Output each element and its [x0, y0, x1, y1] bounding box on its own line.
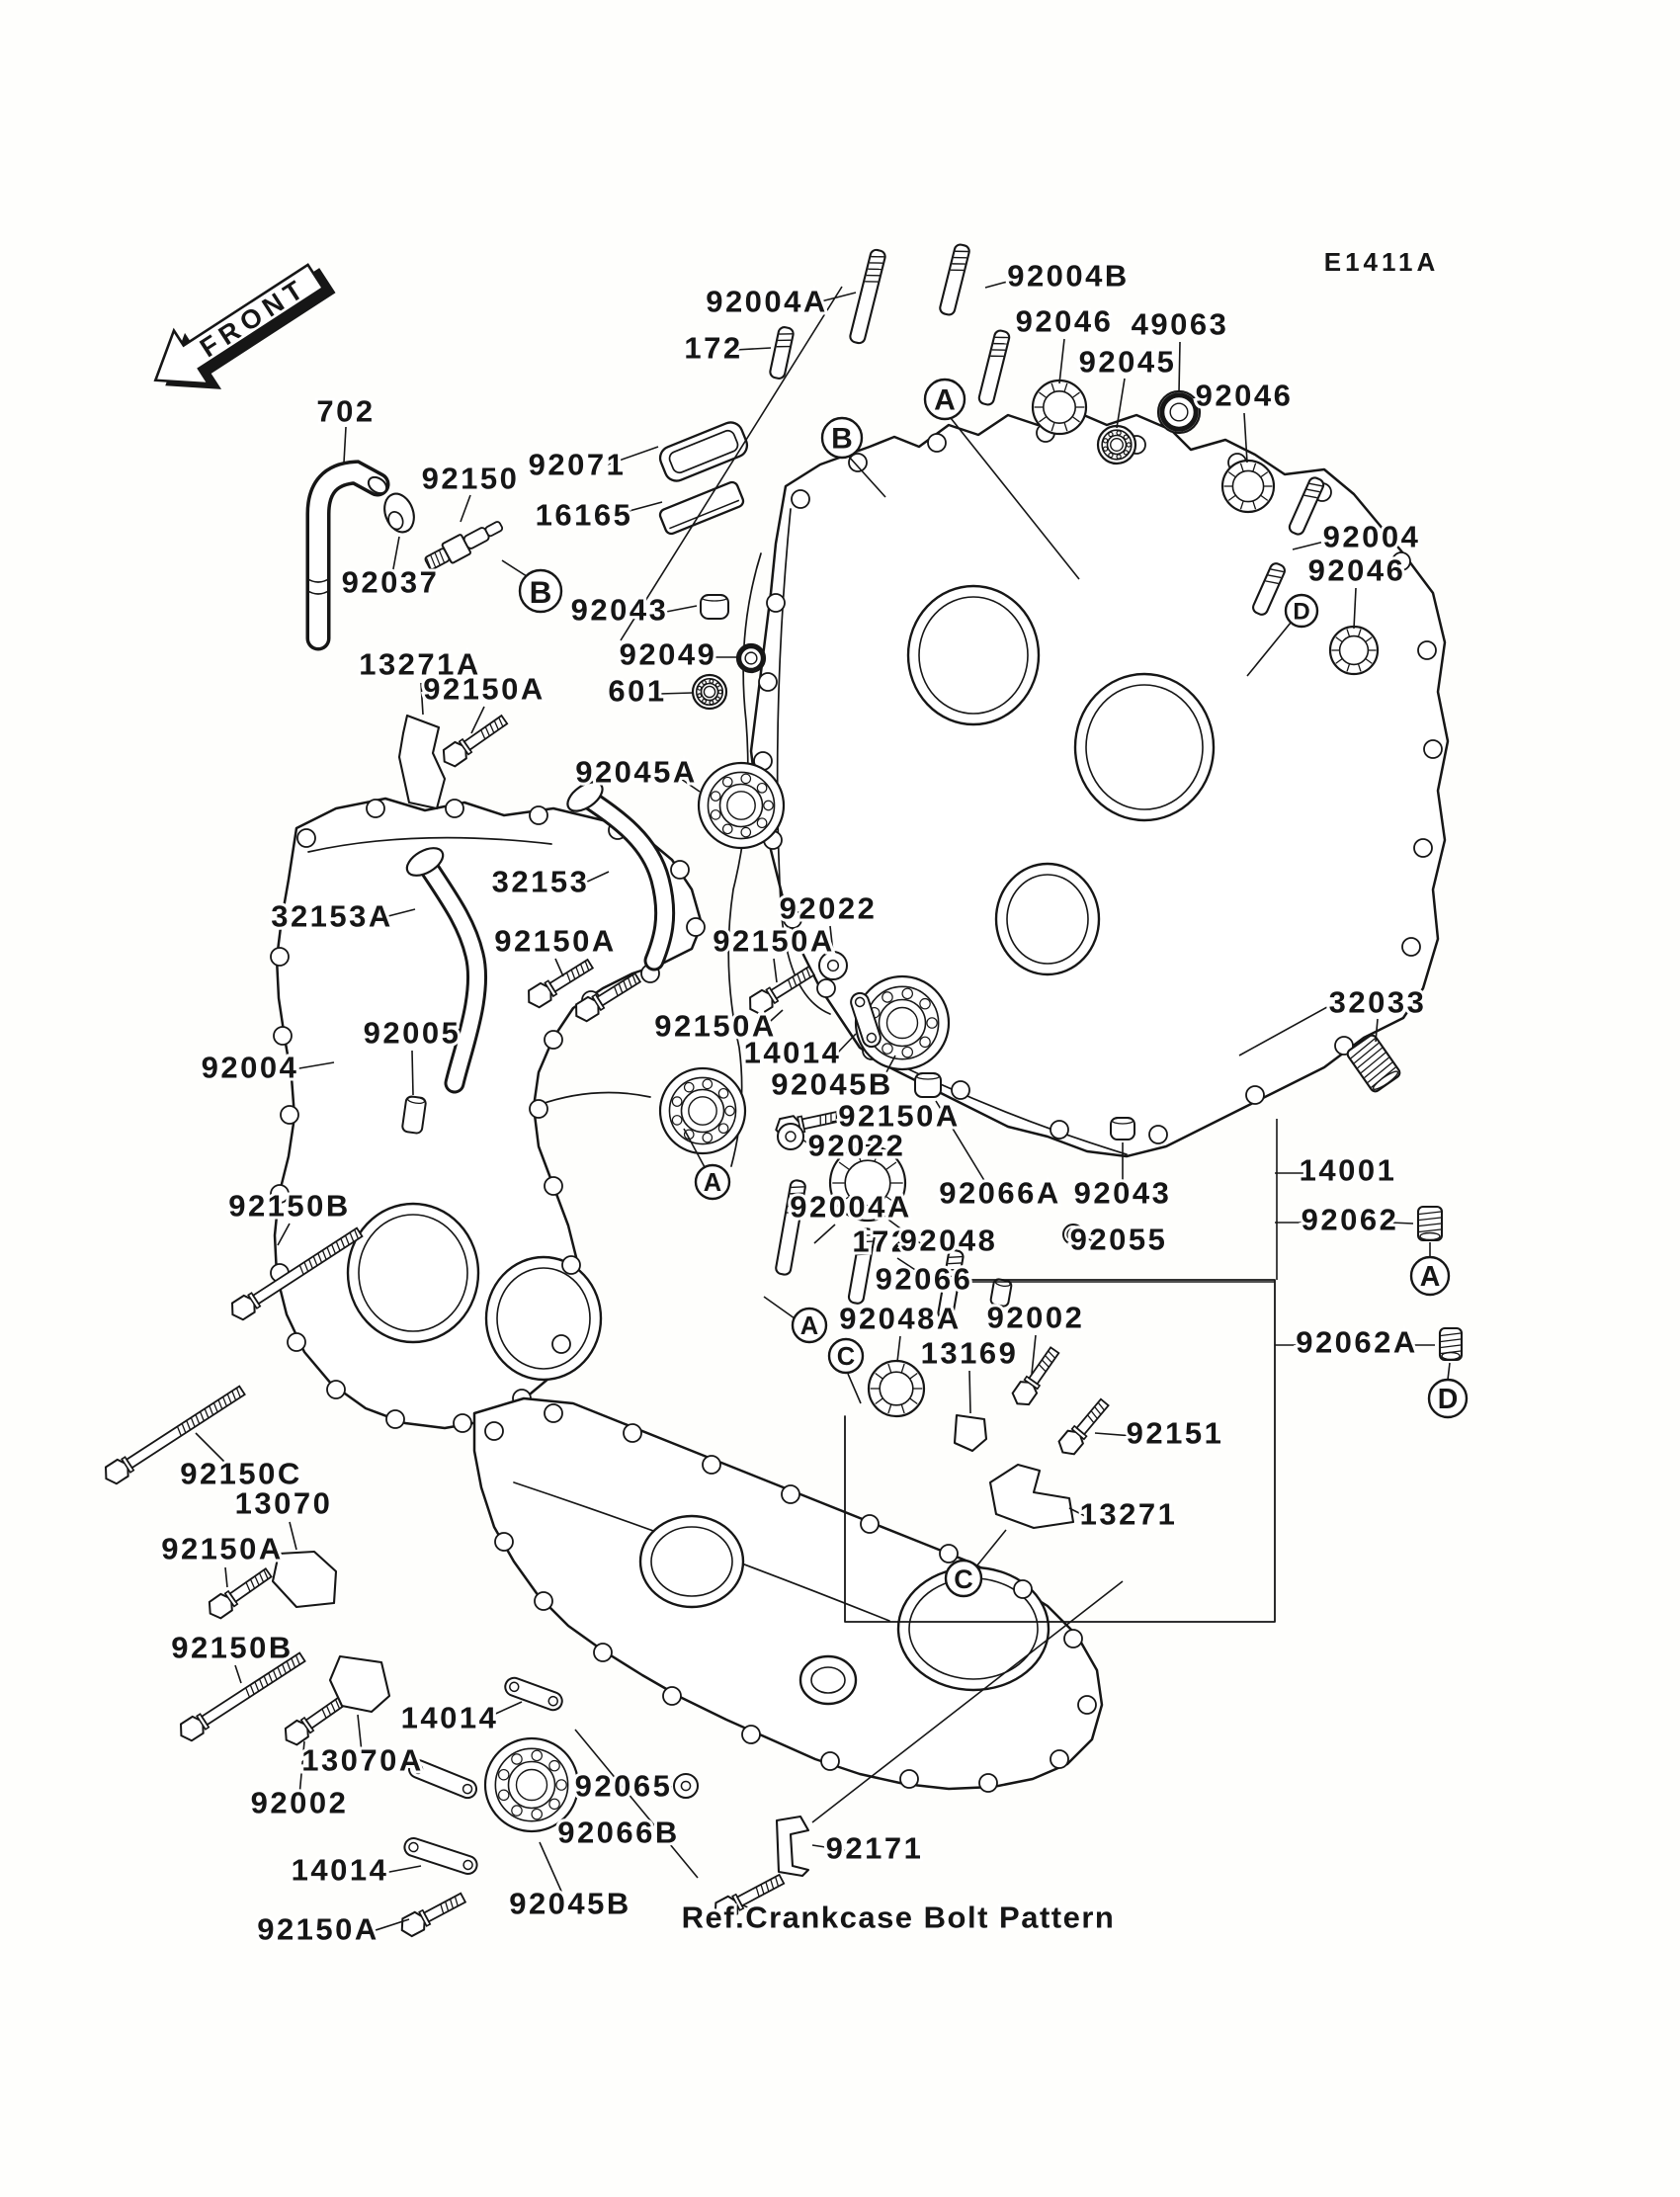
bearing-ball — [715, 697, 719, 701]
bolt-hole — [495, 1533, 513, 1551]
bearing-ball — [1117, 431, 1121, 435]
bearing-ball — [512, 1806, 522, 1816]
washer-outer — [674, 1774, 698, 1798]
callout-letter: B — [831, 422, 853, 456]
bolt-hole — [288, 1333, 305, 1351]
seal-outer — [737, 644, 765, 672]
part-label-13070: 13070 — [234, 1485, 333, 1521]
part-label-92045B: 92045B — [509, 1886, 631, 1921]
bearing-ball — [757, 818, 766, 827]
callout-letter: A — [703, 1169, 722, 1197]
bolt-hole — [530, 806, 547, 824]
part-label-49063: 49063 — [1131, 306, 1229, 342]
bearing-bore — [996, 864, 1099, 974]
bearing-ball — [1109, 432, 1113, 436]
pin-body — [915, 1073, 941, 1097]
callout-letter: D — [1437, 1384, 1459, 1415]
part-label-92150A: 92150A — [838, 1098, 961, 1134]
bearing-ball — [703, 1079, 712, 1088]
bearing-ball — [1103, 447, 1107, 451]
part-label-92022: 92022 — [807, 1128, 906, 1163]
bearing-ball — [1109, 453, 1113, 457]
bolt-hole — [1050, 1121, 1068, 1139]
bolt-hole — [821, 1752, 839, 1770]
bolt-hole — [594, 1644, 612, 1661]
bearing-ball — [685, 1082, 694, 1091]
bearing-ball — [723, 824, 732, 833]
part-label-92048: 92048 — [899, 1223, 998, 1258]
part-label-92045B: 92045B — [771, 1066, 893, 1102]
bearing-ball — [718, 1089, 727, 1098]
part-label-14014: 14014 — [291, 1852, 389, 1888]
pin-body — [402, 1096, 427, 1134]
bolt-hole — [1078, 1696, 1096, 1714]
bolt-hole — [545, 1404, 562, 1422]
callout-C — [946, 1561, 981, 1596]
part-ball-bearing — [693, 675, 726, 709]
part-label-92150B: 92150B — [228, 1188, 351, 1224]
bolt-hole — [940, 1545, 958, 1563]
bolt-hole — [900, 1770, 918, 1788]
ref-note: Ref.Crankcase Bolt Pattern — [681, 1900, 1116, 1935]
part-needle-bearing — [1222, 461, 1274, 512]
callout-C — [829, 1339, 863, 1373]
bolt-hole — [624, 1424, 641, 1442]
bolt-hole — [386, 1410, 404, 1428]
pin-body — [701, 595, 728, 619]
callout-letter: A — [934, 383, 956, 417]
part-label-92150B: 92150B — [171, 1630, 294, 1665]
part-label-601: 601 — [608, 673, 667, 709]
part-label-92065: 92065 — [574, 1768, 673, 1804]
callout-A — [696, 1165, 729, 1199]
callout-D — [1429, 1380, 1467, 1417]
bearing-ball — [927, 1018, 937, 1028]
bearing-ball — [718, 690, 722, 694]
bolt-hole — [671, 861, 689, 879]
part-label-32153A: 32153A — [271, 898, 393, 934]
part-ball-bearing — [1098, 426, 1135, 464]
callout-letter: D — [1293, 598, 1310, 626]
bolt-hole — [1050, 1750, 1068, 1768]
callout-A — [793, 1309, 826, 1342]
bolt-hole — [687, 918, 705, 936]
part-label-172: 172 — [852, 1224, 911, 1259]
part-label-14014: 14014 — [400, 1700, 499, 1735]
bearing-ball — [549, 1799, 559, 1809]
callout-letter: C — [836, 1343, 856, 1371]
bolt-hole — [446, 800, 463, 817]
bearing-ball — [672, 1097, 681, 1106]
bolt-hole — [952, 1081, 969, 1099]
part-label-92037: 92037 — [341, 564, 440, 600]
bearing-ball — [715, 683, 719, 687]
bolt-hole — [1414, 839, 1432, 857]
part-washer — [674, 1774, 698, 1798]
bearing-ball — [710, 701, 714, 705]
leader-line — [969, 1371, 970, 1413]
bearing-ball — [1103, 439, 1107, 443]
plug-tip — [1420, 1233, 1440, 1240]
bearing-ball — [672, 1116, 681, 1125]
pin-body — [1111, 1118, 1134, 1140]
part-label-92055: 92055 — [1069, 1222, 1168, 1257]
bearing-ball — [1124, 451, 1128, 455]
leader-line — [412, 1051, 413, 1095]
part-label-92004A: 92004A — [790, 1189, 912, 1225]
bolt-hole — [327, 1381, 345, 1398]
bearing-ball — [499, 1770, 509, 1780]
callout-letter: A — [1419, 1261, 1441, 1293]
bearing-ball — [741, 827, 750, 836]
part-label-92171: 92171 — [825, 1830, 924, 1866]
part-label-13271A: 13271A — [359, 646, 481, 682]
part-washer — [778, 1124, 803, 1149]
part-label-32033: 32033 — [1328, 984, 1427, 1020]
bolt-hole — [1149, 1126, 1167, 1143]
bolt-hole — [1418, 641, 1436, 659]
part-oil-seal — [1158, 391, 1200, 433]
part-label-92062: 92062 — [1301, 1202, 1399, 1237]
callout-A — [925, 380, 965, 419]
bolt-hole — [767, 594, 785, 612]
part-label-92062A: 92062A — [1296, 1324, 1418, 1360]
bolt-hole — [485, 1422, 503, 1440]
plug-tip — [1442, 1353, 1460, 1360]
bearing-ball — [882, 992, 892, 1002]
bolt-hole — [703, 1456, 720, 1474]
bolt-hole — [742, 1726, 760, 1743]
part-label-92066B: 92066B — [557, 1815, 680, 1850]
part-label-92004A: 92004A — [706, 284, 828, 319]
part-label-92002: 92002 — [250, 1785, 349, 1820]
bolt-hole — [562, 1256, 580, 1274]
part-label-16165: 16165 — [535, 497, 633, 533]
bearing-ball — [532, 1750, 542, 1760]
bearing-ball — [1117, 455, 1121, 459]
part-needle-bearing — [1330, 627, 1378, 674]
bearing-ball — [902, 988, 912, 998]
bearing-ball — [703, 1133, 712, 1141]
part-label-92150: 92150 — [421, 461, 520, 496]
bolt-hole — [817, 979, 835, 997]
bearing-ball — [920, 1037, 930, 1047]
bolt-hole — [274, 1027, 292, 1045]
bearing-ball — [718, 1124, 727, 1133]
bearing-ball — [703, 681, 707, 685]
part-label-92049: 92049 — [619, 636, 717, 672]
part-label-92066: 92066 — [875, 1261, 973, 1297]
part-label-92004: 92004 — [201, 1050, 299, 1085]
part-oil-seal — [737, 644, 765, 672]
bolt-hole — [928, 434, 946, 452]
part-label-92150A: 92150A — [713, 923, 835, 959]
part-label-92004B: 92004B — [1007, 258, 1130, 294]
callout-B — [822, 418, 862, 458]
bearing-ball — [710, 679, 714, 683]
bearing-ball — [711, 810, 719, 819]
part-label-92004: 92004 — [1322, 519, 1421, 554]
leader-line — [1179, 342, 1180, 392]
bolt-hole — [297, 829, 315, 847]
part-label-92046: 92046 — [1307, 552, 1406, 588]
part-dowel-pin — [402, 1096, 427, 1134]
part-label-92066A: 92066A — [939, 1175, 1061, 1211]
bearing-bore — [486, 1257, 601, 1380]
bearing-ball — [499, 1790, 509, 1800]
bearing-ball — [723, 777, 732, 786]
part-label-92002: 92002 — [986, 1300, 1085, 1335]
bolt-hole — [782, 1485, 799, 1503]
bearing-ball — [512, 1754, 522, 1764]
bolt-hole — [367, 800, 384, 817]
part-ball-bearing — [699, 763, 784, 848]
bearing-ball — [764, 801, 773, 809]
part-label-92048A: 92048A — [839, 1301, 962, 1336]
bearing-ball — [703, 700, 707, 704]
bearing-ball — [1127, 443, 1131, 447]
bearing-bore — [800, 1656, 856, 1704]
bolt-hole — [759, 673, 777, 691]
bolt-hole — [552, 1335, 570, 1353]
part-label-92150A: 92150A — [423, 671, 546, 707]
part-label-14001: 14001 — [1299, 1152, 1397, 1188]
washer-outer — [778, 1124, 803, 1149]
callout-A — [1411, 1257, 1449, 1295]
bolt-hole — [1014, 1580, 1032, 1598]
part-dowel-pin — [915, 1073, 941, 1097]
part-label-32153: 32153 — [491, 864, 590, 899]
part-label-92071: 92071 — [528, 447, 627, 482]
bearing-ball — [711, 792, 719, 801]
part-label-92150A: 92150A — [654, 1008, 777, 1044]
callout-letter: A — [799, 1312, 819, 1340]
bolt-hole — [1064, 1630, 1082, 1648]
bearing-ball — [1124, 435, 1128, 439]
callout-letter: C — [954, 1564, 973, 1594]
bearing-ball — [882, 1044, 892, 1054]
bolt-hole — [545, 1177, 562, 1195]
bolt-hole — [271, 948, 289, 966]
part-label-92043: 92043 — [1073, 1175, 1172, 1211]
part-label-92046: 92046 — [1015, 303, 1114, 339]
part-label-92150C: 92150C — [180, 1456, 302, 1491]
part-label-13271: 13271 — [1079, 1496, 1178, 1532]
part-label-13169: 13169 — [920, 1335, 1019, 1371]
bearing-bore — [348, 1204, 478, 1342]
bolt-hole — [1246, 1086, 1264, 1104]
bearing-bore — [908, 586, 1039, 724]
bearing-ball — [741, 774, 750, 783]
part-label-92150A: 92150A — [494, 923, 617, 959]
bolt-hole — [979, 1774, 997, 1792]
part-threaded-plug — [1440, 1328, 1462, 1360]
part-label-92150A: 92150A — [257, 1911, 379, 1947]
bearing-ball — [698, 694, 702, 698]
bolt-hole — [545, 1031, 562, 1049]
bolt-hole — [1424, 740, 1442, 758]
bearing-ball — [556, 1780, 566, 1790]
bearing-bore — [640, 1516, 743, 1607]
bearing-ball — [549, 1760, 559, 1770]
part-label-13070A: 13070A — [301, 1742, 424, 1778]
bearing-ball — [902, 1047, 912, 1056]
bolt-hole — [1402, 938, 1420, 956]
part-label-92045A: 92045A — [575, 754, 698, 790]
bearing-ball — [698, 686, 702, 690]
part-label-92022: 92022 — [779, 890, 878, 926]
bolt-hole — [792, 490, 809, 508]
part-label-702: 702 — [316, 393, 376, 429]
part-dowel-pin — [701, 595, 728, 619]
bearing-ball — [532, 1809, 542, 1818]
part-label-92043: 92043 — [570, 592, 669, 628]
callout-D — [1286, 595, 1317, 627]
bearing-ball — [725, 1106, 734, 1115]
part-label-92045: 92045 — [1078, 344, 1177, 380]
part-label-92046: 92046 — [1195, 378, 1294, 413]
part-needle-bearing — [1033, 380, 1086, 434]
part-label-92151: 92151 — [1126, 1415, 1224, 1451]
bolt-hole — [530, 1100, 547, 1118]
part-dowel-pin — [1111, 1118, 1134, 1140]
diagram-code: E1411A — [1323, 247, 1440, 277]
part-needle-bearing — [869, 1361, 924, 1416]
bearing-ball — [757, 784, 766, 793]
part-label-14014: 14014 — [743, 1035, 842, 1070]
part-threaded-plug — [1418, 1207, 1442, 1240]
bearing-bore — [1075, 674, 1214, 820]
part-label-172: 172 — [684, 330, 743, 366]
bolt-hole — [861, 1515, 879, 1533]
part-ball-bearing — [660, 1068, 745, 1153]
bolt-hole — [663, 1687, 681, 1705]
callout-B — [520, 570, 561, 612]
front-label: FRONT — [195, 272, 313, 364]
bolt-hole — [535, 1592, 552, 1610]
part-label-92150A: 92150A — [161, 1531, 284, 1566]
callout-letter: B — [529, 574, 552, 610]
bolt-hole — [454, 1414, 471, 1432]
bearing-ball — [920, 998, 930, 1008]
part-label-92005: 92005 — [363, 1015, 462, 1051]
bolt-hole — [281, 1106, 298, 1124]
